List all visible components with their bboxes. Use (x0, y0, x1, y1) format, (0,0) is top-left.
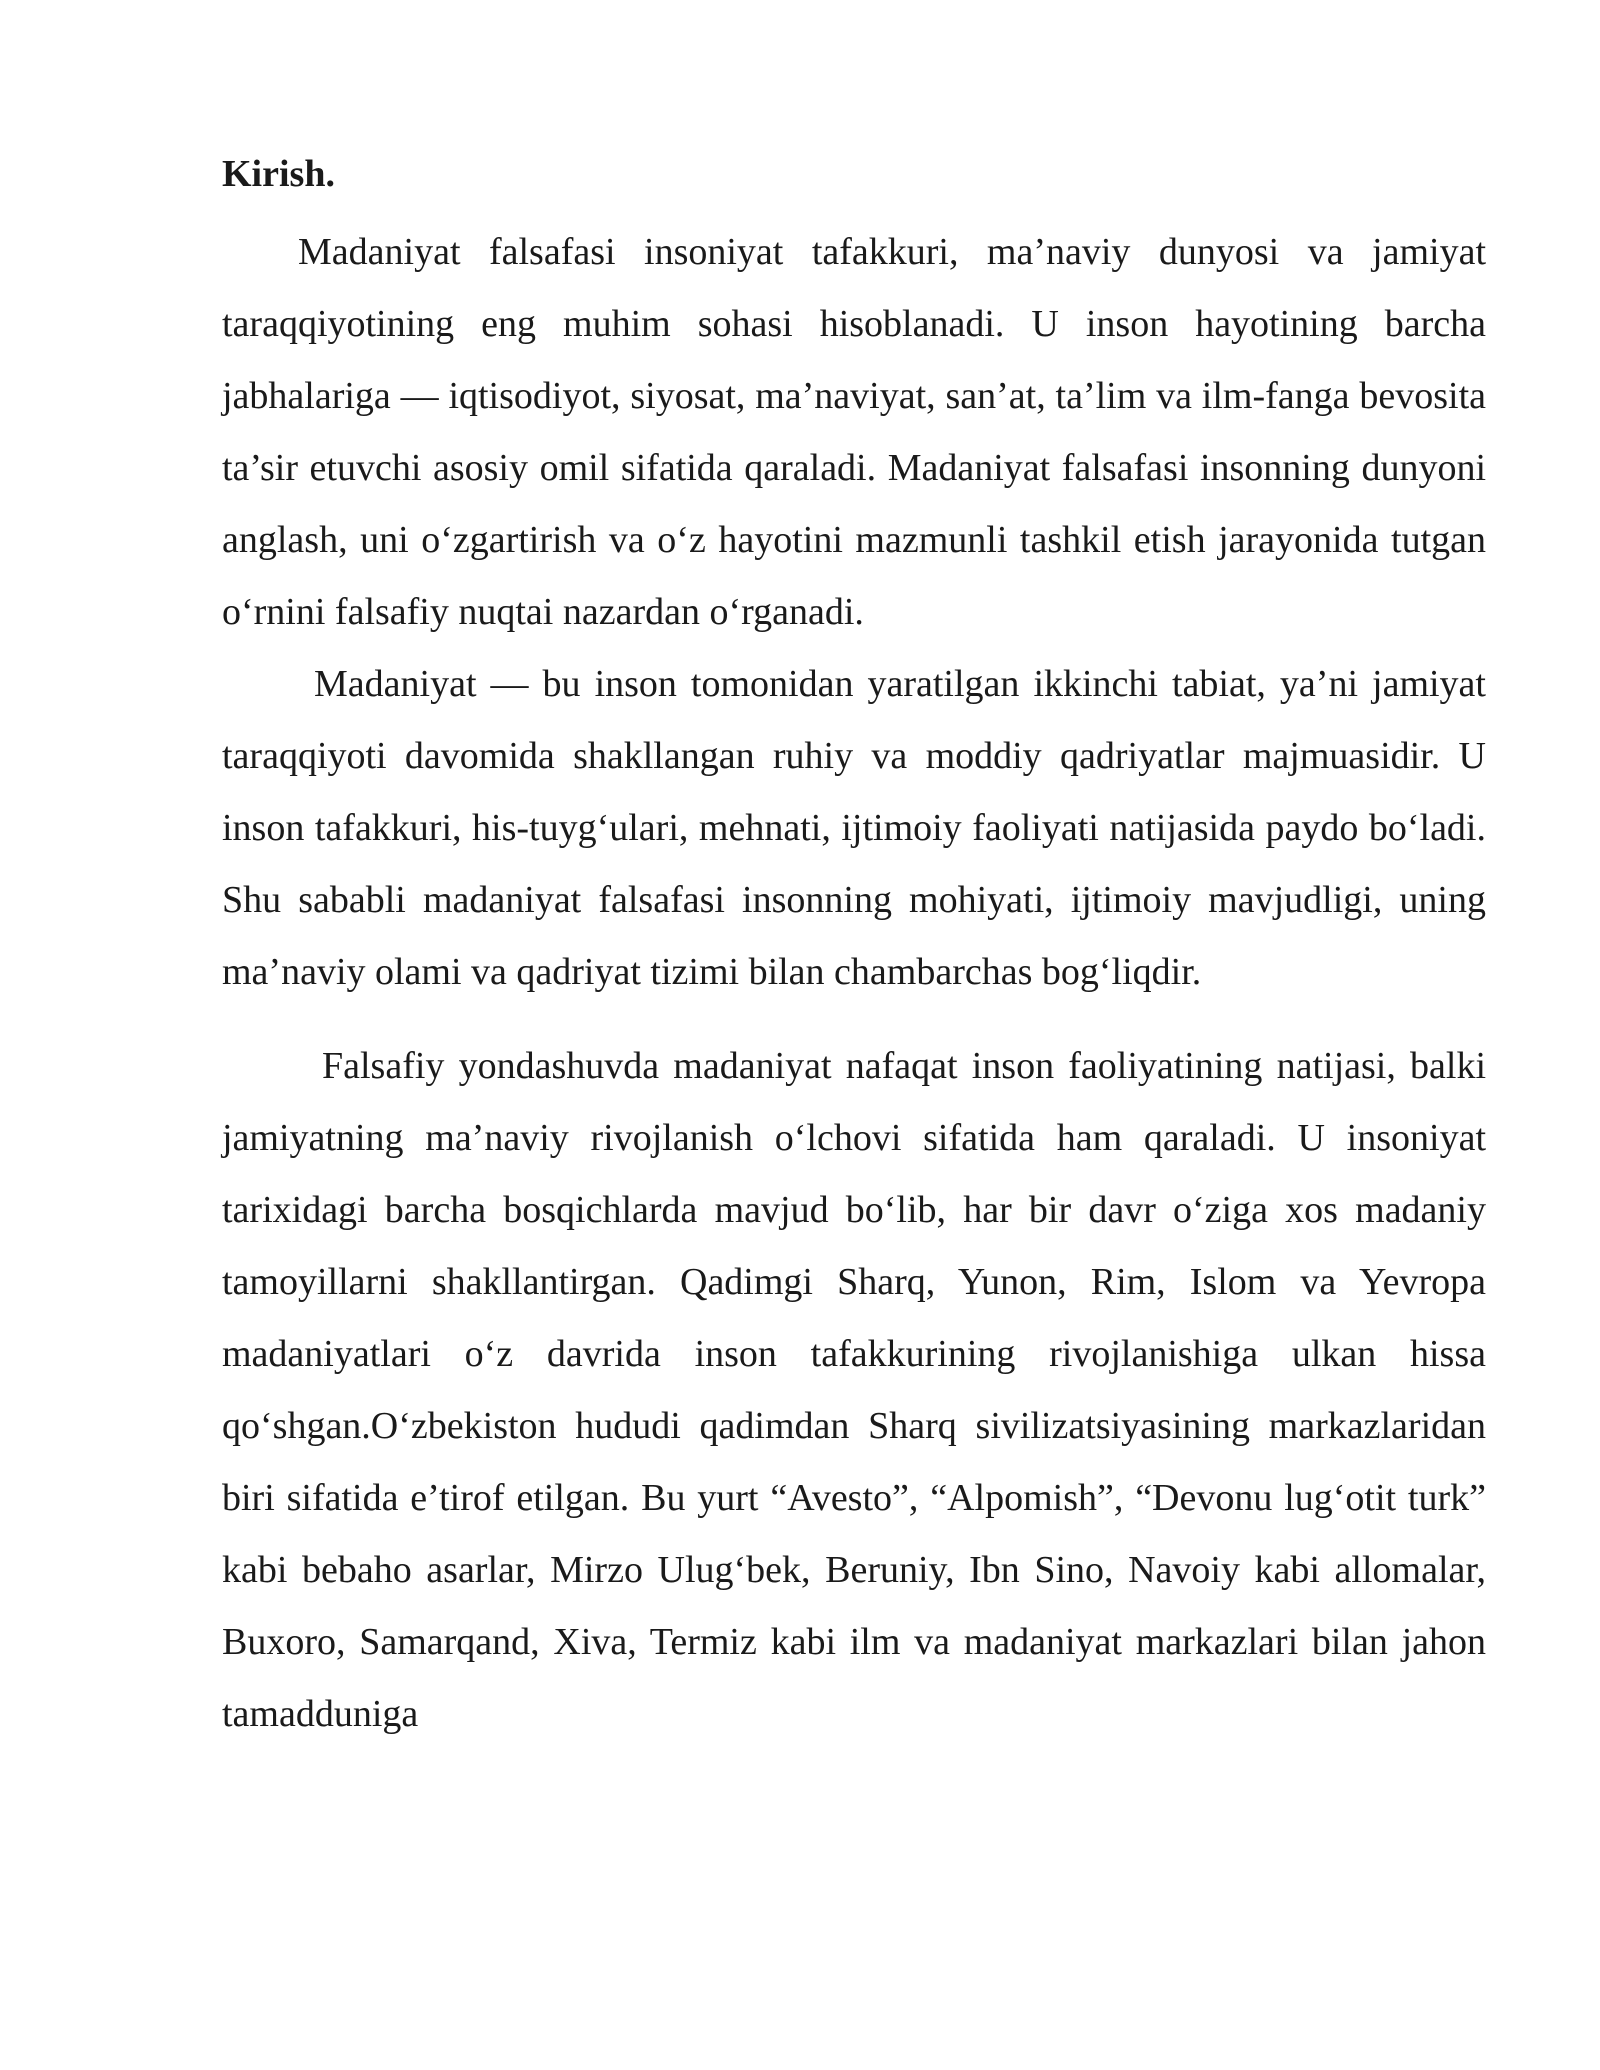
paragraph-1: Madaniyat falsafasi insoniyat tafakkuri, ma’naviy dunyosi va jamiyat taraqqiyotining eng muhim sohasi hisoblanadi. U inson hayotining barcha jabhalariga — iqtisodiyot, siyosat, ma’naviyat, san’at, ta’lim va ilm-fanga bevosita ta’sir etuvchi asosiy omil sifatida qaraladi. Madaniyat falsafasi insonning dunyoni anglash, uni o‘zgartirish va o‘z hayotini mazmunli tashkil etish jarayonida tutgan o‘rnini falsafiy nuqtai nazardan o‘rganadi. (222, 231, 1486, 633)
section-heading: Kirish. (222, 153, 335, 195)
paragraph-2: Madaniyat — bu inson tomonidan yaratilgan ikkinchi tabiat, ya’ni jamiyat taraqqiyoti davomida shakllangan ruhiy va moddiy qadriyatlar majmuasidir. U inson tafakkuri, his-tuyg‘ulari, mehnati, ijtimoiy faoliyati natijasida paydo bo‘ladi. Shu sababli madaniyat falsafasi insonning mohiyati, ijtimoiy mavjudligi, uning ma’naviy olami va qadriyat tizimi bilan chambarchas bog‘liqdir. (222, 663, 1486, 993)
document-page (222, 146, 1486, 1750)
paragraph-3: Falsafiy yondashuvda madaniyat nafaqat inson faoliyatining natijasi, balki jamiyatning ma’naviy rivojlanish o‘lchovi sifatida ham qaraladi. U insoniyat tarixidagi barcha bosqichlarda mavjud bo‘lib, har bir davr o‘ziga xos madaniy tamoyillarni shakllantirgan. Qadimgi Sharq, Yunon, Rim, Islom va Yevropa madaniyatlari o‘z davrida inson tafakkurining rivojlanishiga ulkan hissa qo‘shgan.O‘zbekiston hududi qadimdan Sharq sivilizatsiyasining markazlaridan biri sifatida e’tirof etilgan. Bu yurt “Avesto”, “Alpomish”, “Devonu lug‘otit turk” kabi bebaho asarlar, Mirzo Ulug‘bek, Beruniy, Ibn Sino, Navoiy kabi allomalar, Buxoro, Samarqand, Xiva, Termiz kabi ilm va madaniyat markazlari bilan jahon tamadduniga (222, 1045, 1486, 1735)
